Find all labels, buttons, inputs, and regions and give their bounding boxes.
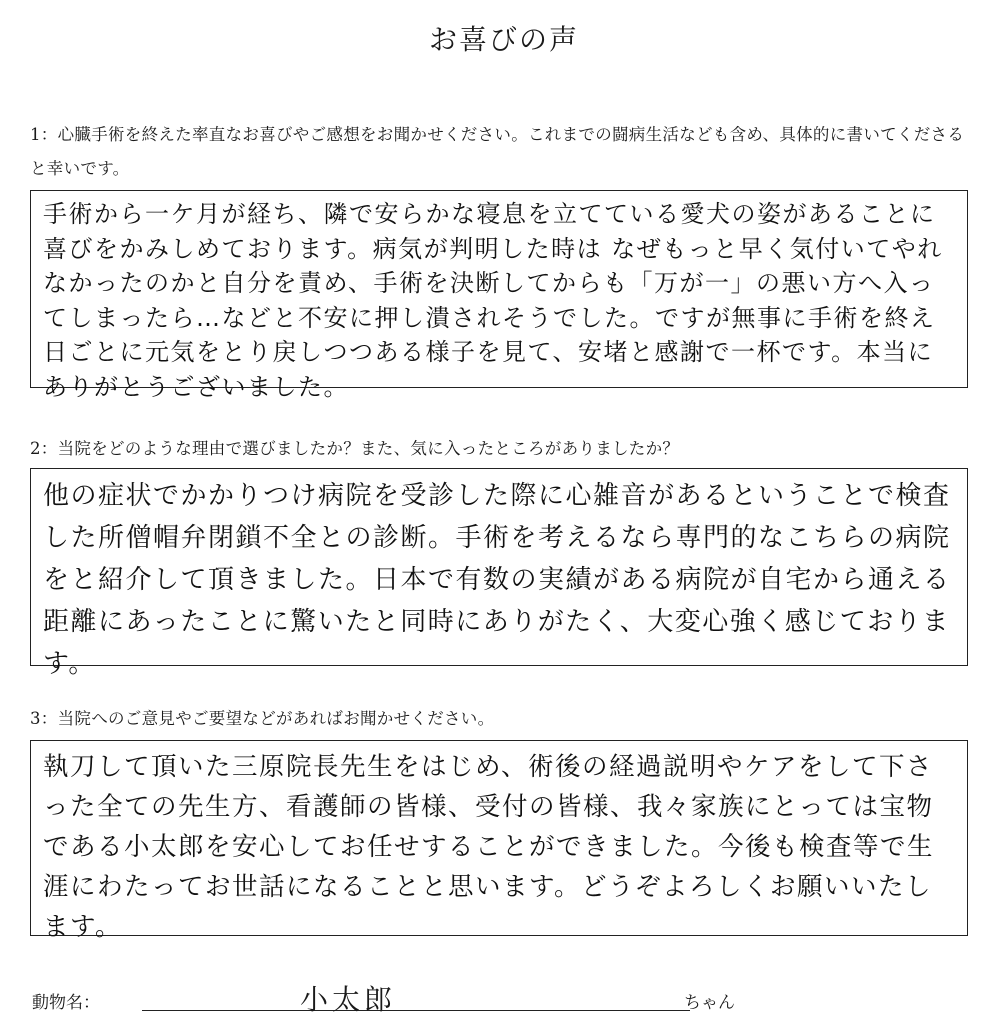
answer-3-text: 執刀して頂いた三原院長先生をはじめ、術後の経過説明やケアをして下さった全ての先生方、看護師の皆様、受付の皆様、我々家族にとっては宝物である小太郎を安心してお任せすることができました。今後も検査等で生涯にわたってお世話になることと思います。どうぞよろしくお願いいたします。 bbox=[43, 752, 935, 942]
answer-box-1 bbox=[30, 190, 968, 401]
animal-name-row bbox=[32, 982, 972, 1016]
question-3: 3：当院へのご意見やご要望などがあればお聞かせください。 bbox=[30, 709, 495, 728]
question-2: 2：当院をどのような理由で選びましたか？また、気に入ったところがありましたか？ bbox=[30, 439, 680, 458]
animal-name-value: 小太郎 bbox=[300, 983, 397, 1016]
answer-box-3 bbox=[30, 740, 968, 942]
answer-1-text: 手術から一ケ月が経ち、隣で安らかな寝息を立てている愛犬の姿があることに喜びをかみしめております。病気が判明した時は なぜもっと早く気付いてやれなかったのかと自分を責め、手術を決断してからも「万が一」の悪い方へ入ってしまったら…などと不安に押し潰されそうでした。ですが無事に手術を終え日ごとに元気をとり戻しつつある様子を見て、安堵と感謝で一杯です。本当にありがとうございました。 bbox=[43, 200, 943, 401]
answer-box-2 bbox=[30, 468, 968, 679]
page-title: お喜びの声 bbox=[428, 23, 579, 56]
animal-name-underline bbox=[142, 1010, 690, 1011]
answer-2-text: 他の症状でかかりつけ病院を受診した際に心雑音があるということで検査した所僧帽弁閉鎖不全との診断。手術を考えるなら専門的なこちらの病院をと紹介して頂きました。日本で有数の実績がある病院が自宅から通える距離にあったことに驚いたと同時にありがたく、大変心強く感じております。 bbox=[43, 481, 951, 679]
question-1: 1：心臓手術を終えた率直なお喜びやご感想をお聞かせください。これまでの闘病生活なども含め、具体的に書いてくださると幸いです。 bbox=[30, 125, 965, 178]
animal-name-suffix: ちゃん bbox=[684, 993, 735, 1013]
animal-name-label: 動物名： bbox=[32, 993, 100, 1013]
